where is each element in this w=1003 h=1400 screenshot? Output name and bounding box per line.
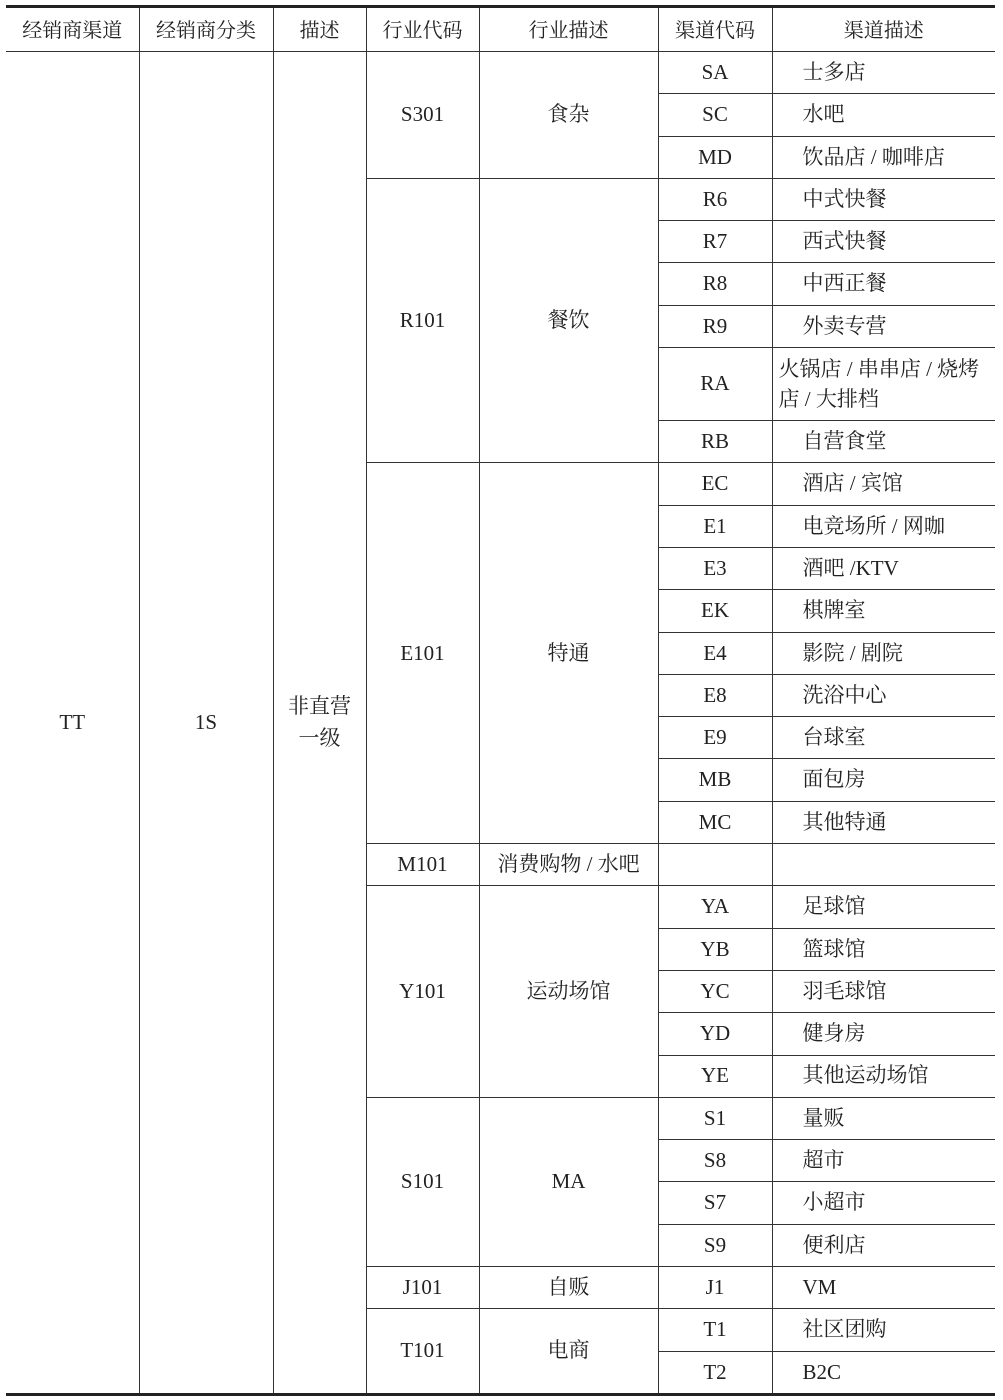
channel-desc-cell: 影院 / 剧院 — [772, 632, 995, 674]
channel-table — [6, 5, 995, 1396]
channel-desc-cell: 超市 — [772, 1140, 995, 1182]
channel-code-cell: J1 — [658, 1267, 772, 1309]
channel-desc-cell: 量贩 — [772, 1097, 995, 1139]
industry-desc-cell: MA — [479, 1097, 658, 1266]
channel-desc-cell: 中式快餐 — [772, 178, 995, 220]
industry-code-cell: E101 — [366, 463, 479, 844]
header-industry-desc: 行业描述 — [479, 7, 658, 52]
channel-code-cell — [658, 844, 772, 886]
channel-code-cell: MB — [658, 759, 772, 801]
channel-code-cell: R9 — [658, 305, 772, 347]
channel-desc-cell: 火锅店 / 串串店 / 烧烤店 / 大排档 — [772, 348, 995, 421]
channel-code-cell: SA — [658, 52, 772, 94]
channel-desc-cell: 中西正餐 — [772, 263, 995, 305]
header-dealer-category: 经销商分类 — [139, 7, 273, 52]
table-row — [6, 52, 995, 94]
industry-desc-cell: 消费购物 / 水吧 — [479, 844, 658, 886]
channel-code-cell: E4 — [658, 632, 772, 674]
channel-code-cell: E8 — [658, 674, 772, 716]
channel-desc-cell: B2C — [772, 1351, 995, 1394]
industry-desc-cell: 电商 — [479, 1309, 658, 1395]
channel-desc-cell: 西式快餐 — [772, 221, 995, 263]
channel-code-cell: R8 — [658, 263, 772, 305]
channel-code-cell: YD — [658, 1013, 772, 1055]
header-dealer-channel: 经销商渠道 — [6, 7, 139, 52]
industry-code-cell: T101 — [366, 1309, 479, 1395]
channel-desc-cell: 饮品店 / 咖啡店 — [772, 136, 995, 178]
channel-code-cell: YE — [658, 1055, 772, 1097]
channel-code-cell: EK — [658, 590, 772, 632]
channel-desc-cell: 台球室 — [772, 717, 995, 759]
channel-desc-cell: 社区团购 — [772, 1309, 995, 1351]
header-industry-code: 行业代码 — [366, 7, 479, 52]
channel-desc-cell: 羽毛球馆 — [772, 970, 995, 1012]
channel-code-cell: RA — [658, 348, 772, 421]
channel-desc-cell: 篮球馆 — [772, 928, 995, 970]
channel-desc-cell: VM — [772, 1267, 995, 1309]
channel-desc-cell: 足球馆 — [772, 886, 995, 928]
channel-code-cell: E3 — [658, 547, 772, 589]
channel-code-cell: S7 — [658, 1182, 772, 1224]
channel-code-cell: YB — [658, 928, 772, 970]
header-row — [6, 7, 995, 52]
channel-code-cell: E1 — [658, 505, 772, 547]
channel-desc-cell: 外卖专营 — [772, 305, 995, 347]
channel-code-cell: EC — [658, 463, 772, 505]
channel-desc-cell: 洗浴中心 — [772, 674, 995, 716]
channel-desc-cell: 便利店 — [772, 1224, 995, 1266]
channel-desc-cell: 自营食堂 — [772, 421, 995, 463]
channel-desc-cell: 电竞场所 / 网咖 — [772, 505, 995, 547]
channel-desc-cell: 小超市 — [772, 1182, 995, 1224]
channel-desc-cell: 棋牌室 — [772, 590, 995, 632]
channel-desc-cell: 面包房 — [772, 759, 995, 801]
channel-desc-cell — [772, 844, 995, 886]
channel-desc-cell: 水吧 — [772, 94, 995, 136]
channel-code-cell: E9 — [658, 717, 772, 759]
industry-desc-cell: 自贩 — [479, 1267, 658, 1309]
channel-code-cell: RB — [658, 421, 772, 463]
channel-code-cell: S9 — [658, 1224, 772, 1266]
table-body — [6, 52, 995, 1395]
channel-desc-cell: 士多店 — [772, 52, 995, 94]
channel-code-cell: T2 — [658, 1351, 772, 1394]
industry-desc-cell: 食杂 — [479, 52, 658, 179]
channel-code-cell: T1 — [658, 1309, 772, 1351]
channel-desc-cell: 酒店 / 宾馆 — [772, 463, 995, 505]
channel-code-cell: S8 — [658, 1140, 772, 1182]
industry-desc-cell: 运动场馆 — [479, 886, 658, 1097]
header-channel-code: 渠道代码 — [658, 7, 772, 52]
channel-code-cell: R7 — [658, 221, 772, 263]
channel-code-cell: MC — [658, 801, 772, 843]
channel-code-cell: R6 — [658, 178, 772, 220]
industry-code-cell: M101 — [366, 844, 479, 886]
industry-desc-cell: 餐饮 — [479, 178, 658, 462]
industry-code-cell: J101 — [366, 1267, 479, 1309]
channel-code-cell: MD — [658, 136, 772, 178]
industry-code-cell: S301 — [366, 52, 479, 179]
channel-desc-cell: 健身房 — [772, 1013, 995, 1055]
channel-desc-cell: 酒吧 /KTV — [772, 547, 995, 589]
channel-code-cell: SC — [658, 94, 772, 136]
header-channel-desc: 渠道描述 — [772, 7, 995, 52]
channel-code-cell: S1 — [658, 1097, 772, 1139]
channel-desc-cell: 其他特通 — [772, 801, 995, 843]
dealer-description-cell: 非直营一级 — [273, 52, 366, 1395]
industry-desc-cell: 特通 — [479, 463, 658, 844]
dealer-category-cell: 1S — [139, 52, 273, 1395]
channel-code-cell: YA — [658, 886, 772, 928]
channel-code-cell: YC — [658, 970, 772, 1012]
channel-desc-cell: 其他运动场馆 — [772, 1055, 995, 1097]
dealer-channel-cell: TT — [6, 52, 139, 1395]
header-description: 描述 — [273, 7, 366, 52]
industry-code-cell: R101 — [366, 178, 479, 462]
industry-code-cell: Y101 — [366, 886, 479, 1097]
industry-code-cell: S101 — [366, 1097, 479, 1266]
